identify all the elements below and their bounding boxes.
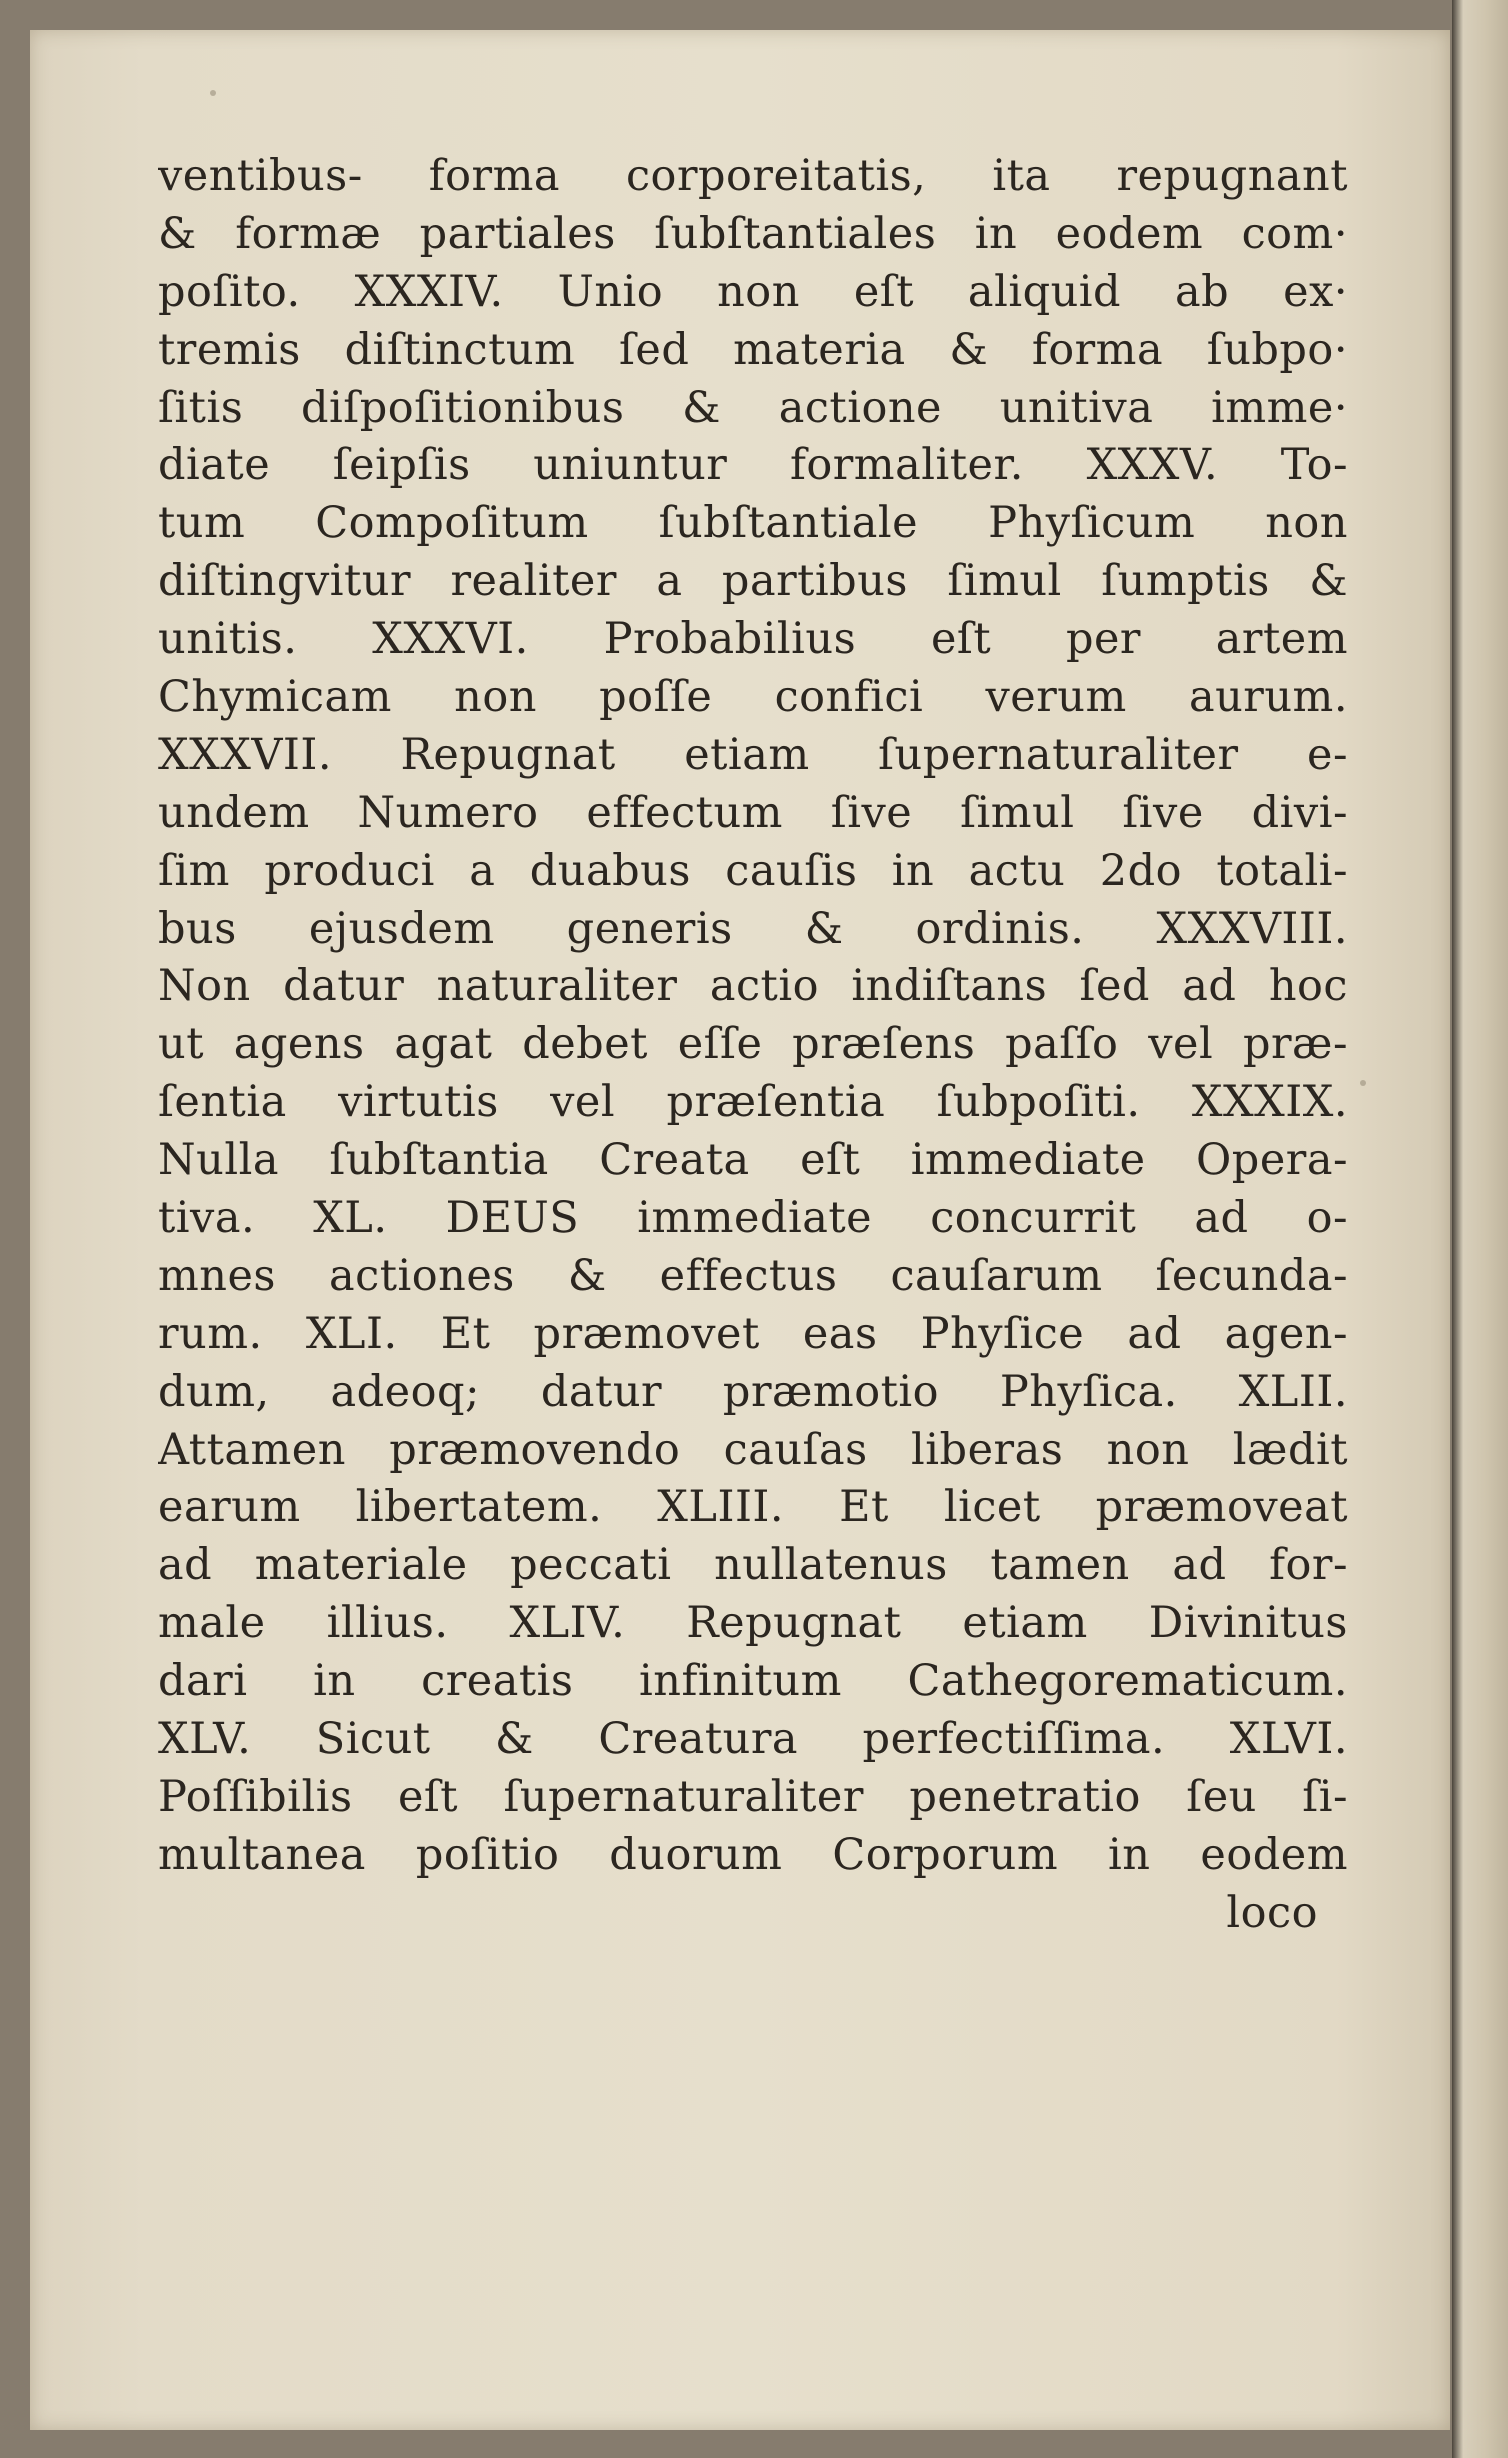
text-line: bus ejusdem generis & ordinis. XXXVIII. [158,903,1348,954]
text-line: ut agens agat debet eſſe præſens paſſo vel præ- [158,1019,1348,1070]
text-line: diate ſeipſis uniuntur formaliter. XXXV. To- [158,440,1348,491]
text-line: ventibus- forma corporeitatis, ita repugnant [158,151,1348,201]
text-line: ad materiale peccati nullatenus tamen ad for- [158,1540,1348,1591]
text-line: earum libertatem. XLIII. Et licet præmoveat [158,1482,1348,1533]
text-line: rum. XLI. Et præmovet eas Phyſice ad agen- [158,1308,1348,1359]
paper-speck [210,90,216,96]
text-line: mnes actiones & effectus cauſarum ſecunda- [158,1250,1348,1301]
text-line: diſtingvitur realiter a partibus ſimul ſumptis & [158,556,1348,607]
text-line: unitis. XXXVI. Probabilius eſt per artem [158,614,1348,665]
text-line: XLV. Sicut & Creatura perfectiſſima. XLVI. [158,1714,1348,1765]
text-line: & formæ partiales ſubſtantiales in eodem com· [158,208,1348,259]
text-line: Attamen præmovendo cauſas liberas non lædit [158,1424,1348,1475]
text-line: dum, adeoq; datur præmotio Phyſica. XLII. [158,1366,1348,1417]
text-line: tremis diſtinctum ſed materia & forma ſubpo· [158,324,1348,375]
text-line: Non datur naturaliter actio indiſtans ſed ad hoc [158,961,1348,1012]
text-line: male illius. XLIV. Repugnat etiam Divinitus [158,1598,1348,1649]
text-line: poſito. XXXIV. Unio non eſt aliquid ab ex· [158,266,1348,317]
text-line: Nulla ſubſtantia Creata eſt immediate Opera- [158,1135,1348,1186]
paper-speck [1360,1080,1366,1086]
text-line: tum Compoſitum ſubſtantiale Phyſicum non [158,498,1348,549]
text-line: XXXVII. Repugnat etiam ſupernaturaliter e- [158,729,1348,780]
text-line: undem Numero effectum ſive ſimul ſive divi- [158,787,1348,838]
text-line: ſentia virtutis vel præſentia ſubpoſiti. XXXIX. [158,1077,1348,1128]
catchword: loco [1226,1887,1318,1938]
page-edge [1452,0,1508,2458]
text-line: Poſſibilis eſt ſupernaturaliter penetratio ſeu ſi- [158,1771,1348,1822]
text-line: ſim produci a duabus cauſis in actu 2do totali- [158,845,1348,896]
text-line: tiva. XL. DEUS immediate concurrit ad o- [158,1193,1348,1244]
body-text [158,148,1348,1943]
text-line: multanea poſitio duorum Corporum in eodem [158,1829,1348,1880]
text-line: Chymicam non poſſe confici verum aurum. [158,672,1348,723]
text-line: ſitis diſpoſitionibus & actione unitiva imme· [158,382,1348,433]
text-line: dari in creatis infinitum Cathegorematicum. [158,1656,1348,1707]
